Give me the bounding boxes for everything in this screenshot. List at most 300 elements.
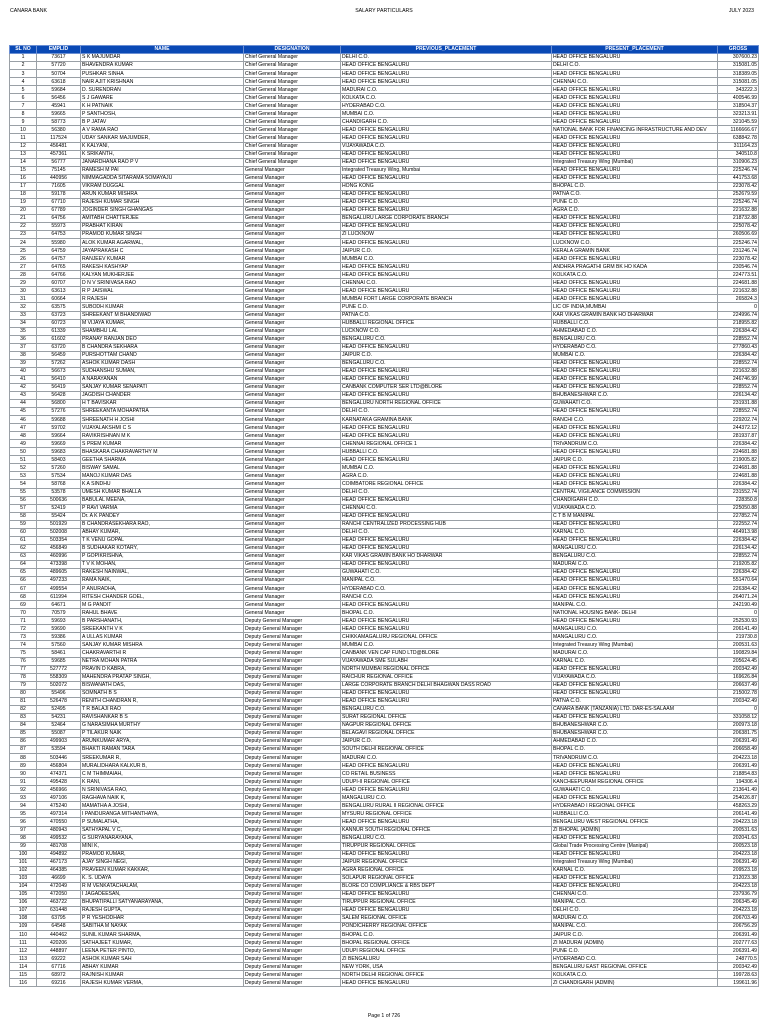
cell-name: CHAKRAVARTHI R xyxy=(81,649,244,657)
cell-designation: Chief General Manager xyxy=(244,62,341,70)
cell-emplid: 73617 xyxy=(37,54,81,62)
cell-sl-no: 51 xyxy=(10,456,37,464)
cell-present-placement: BENGALURU C.O. xyxy=(552,335,718,343)
cell-sl-no: 75 xyxy=(10,649,37,657)
cell-present-placement: DELHI C.O. xyxy=(552,906,718,914)
cell-designation: General Manager xyxy=(244,327,341,335)
table-row xyxy=(10,70,759,78)
cell-designation: General Manager xyxy=(244,504,341,512)
cell-previous-placement: JAIPUR REGIONAL OFFICE xyxy=(341,858,552,866)
cell-present-placement: HEAD OFFICE BENGALURU xyxy=(552,214,718,222)
cell-name: S J GAWARE xyxy=(81,94,244,102)
cell-previous-placement: SURAT REGIONAL OFFICE xyxy=(341,713,552,721)
cell-emplid: 56380 xyxy=(37,126,81,134)
cell-gross: 0 xyxy=(718,303,759,311)
cell-emplid: 457361 xyxy=(37,150,81,158)
cell-gross: 231552.74 xyxy=(718,488,759,496)
cell-emplid: 527772 xyxy=(37,665,81,673)
cell-designation: Deputy General Manager xyxy=(244,906,341,914)
cell-name: AJAY SINGH NEGI, xyxy=(81,858,244,866)
cell-designation: General Manager xyxy=(244,206,341,214)
cell-designation: Deputy General Manager xyxy=(244,810,341,818)
cell-emplid: 54231 xyxy=(37,713,81,721)
cell-present-placement: HEAD OFFICE BENGALURU xyxy=(552,569,718,577)
cell-gross: 200342.49 xyxy=(718,963,759,971)
cell-designation: Deputy General Manager xyxy=(244,786,341,794)
cell-name: BABULAL MEENA, xyxy=(81,496,244,504)
cell-previous-placement: HEAD OFFICE BENGALURU xyxy=(341,979,552,987)
cell-present-placement: HEAD OFFICE BENGALURU xyxy=(552,86,718,94)
cell-designation: General Manager xyxy=(244,536,341,544)
cell-designation: General Manager xyxy=(244,198,341,206)
cell-gross: 204223.18 xyxy=(718,882,759,890)
cell-previous-placement: HEAD OFFICE BENGALURU xyxy=(341,158,552,166)
cell-present-placement: NATIONAL HOUSING BANK- DELHI xyxy=(552,609,718,617)
cell-designation: General Manager xyxy=(244,601,341,609)
table-row xyxy=(10,866,759,874)
cell-gross: 206756.29 xyxy=(718,923,759,931)
table-row xyxy=(10,118,759,126)
cell-name: P ANURADHA, xyxy=(81,585,244,593)
table-row xyxy=(10,762,759,770)
cell-emplid: 52495 xyxy=(37,705,81,713)
cell-designation: General Manager xyxy=(244,367,341,375)
cell-present-placement: HEAD OFFICE BENGALURU xyxy=(552,174,718,182)
cell-present-placement: KARNAL C.O. xyxy=(552,528,718,536)
cell-sl-no: 25 xyxy=(10,247,37,255)
cell-present-placement: C T B M MANIPAL xyxy=(552,512,718,520)
cell-designation: General Manager xyxy=(244,416,341,424)
cell-designation: General Manager xyxy=(244,231,341,239)
cell-sl-no: 83 xyxy=(10,713,37,721)
table-row xyxy=(10,746,759,754)
table-row xyxy=(10,826,759,834)
cell-sl-no: 91 xyxy=(10,778,37,786)
cell-previous-placement: HEAD OFFICE BENGALURU xyxy=(341,512,552,520)
cell-previous-placement: UDUPI-II REGIONAL OFFICE xyxy=(341,778,552,786)
cell-present-placement: MUMBAI C.O. xyxy=(552,351,718,359)
cell-name: Dr. A K PANDEY xyxy=(81,512,244,520)
cell-emplid: 45941 xyxy=(37,102,81,110)
cell-designation: General Manager xyxy=(244,263,341,271)
cell-previous-placement: DELHI C.O. xyxy=(341,488,552,496)
cell-designation: Deputy General Manager xyxy=(244,633,341,641)
cell-present-placement: HEAD OFFICE BENGALURU xyxy=(552,70,718,78)
table-row xyxy=(10,577,759,585)
cell-present-placement: HYDERABAD I REGIONAL OFFICE xyxy=(552,802,718,810)
cell-designation: Deputy General Manager xyxy=(244,778,341,786)
cell-sl-no: 112 xyxy=(10,947,37,955)
cell-sl-no: 81 xyxy=(10,697,37,705)
cell-emplid: 480943 xyxy=(37,826,81,834)
cell-name: ARUN KUMAR MISHRA xyxy=(81,190,244,198)
cell-gross: 169626.84 xyxy=(718,673,759,681)
cell-gross: 226384.42 xyxy=(718,440,759,448)
cell-name: PURSHOTTAM CHAND xyxy=(81,351,244,359)
cell-previous-placement: VIJAYAWADA C.O. xyxy=(341,142,552,150)
cell-sl-no: 64 xyxy=(10,560,37,568)
cell-gross: 209523.18 xyxy=(718,866,759,874)
cell-emplid: 59693 xyxy=(37,617,81,625)
cell-present-placement: HEAD OFFICE BENGALURU xyxy=(552,118,718,126)
cell-previous-placement: HEAD OFFICE BENGALURU xyxy=(341,190,552,198)
cell-present-placement: TRIVANDRUM C.O. xyxy=(552,440,718,448)
cell-emplid: 55424 xyxy=(37,512,81,520)
cell-previous-placement: HEAD OFFICE BENGALURU xyxy=(341,367,552,375)
cell-name: S PREM KUMAR xyxy=(81,440,244,448)
table-row xyxy=(10,86,759,94)
cell-designation: Chief General Manager xyxy=(244,54,341,62)
cell-name: P R YESHODHAR xyxy=(81,915,244,923)
column-header-designation: DESIGNATION xyxy=(244,46,341,54)
cell-designation: General Manager xyxy=(244,182,341,190)
cell-emplid: 56777 xyxy=(37,158,81,166)
table-row xyxy=(10,416,759,424)
cell-designation: Chief General Manager xyxy=(244,94,341,102)
cell-emplid: 59386 xyxy=(37,633,81,641)
cell-designation: Deputy General Manager xyxy=(244,721,341,729)
cell-present-placement: PUNE C.O. xyxy=(552,947,718,955)
cell-present-placement: HEAD OFFICE BENGALURU xyxy=(552,255,718,263)
cell-gross: 219205.82 xyxy=(718,560,759,568)
table-row xyxy=(10,158,759,166)
cell-designation: General Manager xyxy=(244,593,341,601)
cell-present-placement: BENGALURU WEST REGIONAL OFFICE xyxy=(552,818,718,826)
cell-emplid: 57560 xyxy=(37,641,81,649)
cell-present-placement: MANIPAL C.O. xyxy=(552,898,718,906)
cell-designation: Deputy General Manager xyxy=(244,874,341,882)
cell-name: SUNIL KUMAR SHARMA, xyxy=(81,931,244,939)
cell-present-placement: HEAD OFFICE BENGALURU xyxy=(552,142,718,150)
column-header-emplid: EMPLID xyxy=(37,46,81,54)
cell-emplid: 63618 xyxy=(37,78,81,86)
cell-name: SOMNATH B S xyxy=(81,689,244,697)
cell-emplid: 500636 xyxy=(37,496,81,504)
cell-sl-no: 24 xyxy=(10,239,37,247)
table-row xyxy=(10,641,759,649)
cell-designation: Deputy General Manager xyxy=(244,850,341,858)
cell-gross: 242190.49 xyxy=(718,601,759,609)
cell-sl-no: 77 xyxy=(10,665,37,673)
cell-previous-placement: JAIPUR C.O. xyxy=(341,737,552,745)
table-row xyxy=(10,504,759,512)
cell-designation: General Manager xyxy=(244,424,341,432)
cell-gross: 237936.79 xyxy=(718,890,759,898)
cell-emplid: 58768 xyxy=(37,480,81,488)
cell-name: A NARAYANAN xyxy=(81,375,244,383)
cell-name: PRABHAT KIRAN xyxy=(81,222,244,230)
cell-name: T R BALAJI RAO xyxy=(81,705,244,713)
cell-present-placement: KANCHEEPURAM REGIONAL OFFICE xyxy=(552,778,718,786)
cell-gross: 226384.42 xyxy=(718,327,759,335)
table-row xyxy=(10,190,759,198)
cell-previous-placement: BENGALURU C.O. xyxy=(341,335,552,343)
table-row xyxy=(10,754,759,762)
cell-emplid: 57534 xyxy=(37,472,81,480)
table-row xyxy=(10,496,759,504)
cell-present-placement: MANGALURU C.O. xyxy=(552,625,718,633)
table-row xyxy=(10,625,759,633)
cell-emplid: 456481 xyxy=(37,142,81,150)
table-row xyxy=(10,536,759,544)
cell-previous-placement: HEAD OFFICE BENGALURU xyxy=(341,536,552,544)
cell-gross: 0 xyxy=(718,609,759,617)
cell-previous-placement: HEAD OFFICE BENGALURU xyxy=(341,689,552,697)
cell-designation: Deputy General Manager xyxy=(244,890,341,898)
cell-designation: General Manager xyxy=(244,472,341,480)
cell-designation: Deputy General Manager xyxy=(244,617,341,625)
cell-sl-no: 72 xyxy=(10,625,37,633)
cell-gross: 315081.05 xyxy=(718,78,759,86)
cell-present-placement: BHOPAL C.O. xyxy=(552,746,718,754)
cell-designation: General Manager xyxy=(244,166,341,174)
table-row xyxy=(10,206,759,214)
cell-gross: 638842.78 xyxy=(718,134,759,142)
cell-designation: General Manager xyxy=(244,271,341,279)
cell-gross: 307600.23 xyxy=(718,54,759,62)
cell-gross: 228552.74 xyxy=(718,552,759,560)
cell-name: M G PANDIT xyxy=(81,601,244,609)
table-row xyxy=(10,931,759,939)
cell-sl-no: 93 xyxy=(10,794,37,802)
cell-designation: General Manager xyxy=(244,279,341,287)
cell-previous-placement: TIRUPPUR REGIONAL OFFICE xyxy=(341,898,552,906)
cell-gross: 206637.49 xyxy=(718,681,759,689)
cell-name: SUDHANSHU SUMAN, xyxy=(81,367,244,375)
cell-name: P SANTHOSH, xyxy=(81,110,244,118)
cell-gross: 221632.88 xyxy=(718,206,759,214)
cell-present-placement: MANIPAL C.O. xyxy=(552,923,718,931)
cell-gross: 0 xyxy=(718,705,759,713)
cell-sl-no: 76 xyxy=(10,657,37,665)
cell-emplid: 59669 xyxy=(37,440,81,448)
cell-sl-no: 29 xyxy=(10,279,37,287)
cell-present-placement: HEAD OFFICE BENGALURU xyxy=(552,134,718,142)
cell-name: PRAVIN D KABRA, xyxy=(81,665,244,673)
cell-sl-no: 79 xyxy=(10,681,37,689)
cell-emplid: 440462 xyxy=(37,931,81,939)
cell-emplid: 63613 xyxy=(37,287,81,295)
document-title: SALARY PARTICULARS xyxy=(355,8,413,14)
cell-name: VIKRAM DUGGAL xyxy=(81,182,244,190)
cell-designation: Deputy General Manager xyxy=(244,681,341,689)
cell-sl-no: 106 xyxy=(10,898,37,906)
cell-present-placement: Integrated Treasury Wing (Mumbai) xyxy=(552,158,718,166)
cell-gross: 311164.23 xyxy=(718,142,759,150)
cell-gross: 200531.63 xyxy=(718,641,759,649)
cell-emplid: 467173 xyxy=(37,858,81,866)
cell-sl-no: 57 xyxy=(10,504,37,512)
cell-gross: 199728.63 xyxy=(718,971,759,979)
salary-table xyxy=(9,45,759,987)
table-row xyxy=(10,721,759,729)
cell-gross: 228552.74 xyxy=(718,383,759,391)
cell-present-placement: HUBBALLI C.O. xyxy=(552,319,718,327)
cell-name: SREEKANTH V K xyxy=(81,625,244,633)
cell-emplid: 497233 xyxy=(37,577,81,585)
cell-sl-no: 82 xyxy=(10,705,37,713)
cell-gross: 226384.42 xyxy=(718,569,759,577)
table-row xyxy=(10,231,759,239)
cell-designation: Deputy General Manager xyxy=(244,657,341,665)
cell-designation: Deputy General Manager xyxy=(244,915,341,923)
cell-name: I JAGADEESAN, xyxy=(81,890,244,898)
cell-emplid: 55973 xyxy=(37,222,81,230)
cell-name: RAMA NAIK, xyxy=(81,577,244,585)
cell-sl-no: 7 xyxy=(10,102,37,110)
cell-emplid: 59690 xyxy=(37,625,81,633)
cell-name: NIMMAGADDA SITARAMA SOMAYAJU xyxy=(81,174,244,182)
cell-sl-no: 100 xyxy=(10,850,37,858)
cell-previous-placement: HEAD OFFICE BENGALURU xyxy=(341,617,552,625)
table-row xyxy=(10,448,759,456)
cell-designation: General Manager xyxy=(244,247,341,255)
table-row xyxy=(10,528,759,536)
table-row xyxy=(10,802,759,810)
cell-previous-placement: HEAD OFFICE BENGALURU xyxy=(341,239,552,247)
table-row xyxy=(10,906,759,914)
cell-present-placement: HEAD OFFICE BENGALURU xyxy=(552,375,718,383)
cell-previous-placement: HEAD OFFICE BENGALURU xyxy=(341,78,552,86)
cell-emplid: 117524 xyxy=(37,134,81,142)
cell-designation: General Manager xyxy=(244,448,341,456)
table-row xyxy=(10,126,759,134)
cell-previous-placement: CO RETAIL BUSINESS xyxy=(341,770,552,778)
cell-sl-no: 55 xyxy=(10,488,37,496)
cell-previous-placement: HEAD OFFICE BENGALURU xyxy=(341,432,552,440)
cell-sl-no: 66 xyxy=(10,577,37,585)
cell-emplid: 58461 xyxy=(37,649,81,657)
cell-present-placement: HEAD OFFICE BENGALURU xyxy=(552,577,718,585)
cell-name: NAIR AJIT KRISHNAN xyxy=(81,78,244,86)
cell-sl-no: 2 xyxy=(10,62,37,70)
cell-sl-no: 3 xyxy=(10,70,37,78)
cell-present-placement: MANIPAL C.O. xyxy=(552,601,718,609)
cell-designation: General Manager xyxy=(244,585,341,593)
table-row xyxy=(10,303,759,311)
cell-gross: 226134.42 xyxy=(718,544,759,552)
cell-sl-no: 86 xyxy=(10,737,37,745)
cell-present-placement: HEAD OFFICE BENGALURU xyxy=(552,882,718,890)
table-row xyxy=(10,367,759,375)
table-row xyxy=(10,472,759,480)
cell-name: RITESH CHANDER GOEL, xyxy=(81,593,244,601)
cell-present-placement: CANARA BANK (TANZANIA) LTD. DAR-ES-SALAAM xyxy=(552,705,718,713)
cell-emplid: 71605 xyxy=(37,182,81,190)
cell-gross: 219005.82 xyxy=(718,456,759,464)
cell-emplid: 59683 xyxy=(37,448,81,456)
cell-name: S K MAJUMDAR xyxy=(81,54,244,62)
cell-previous-placement: HEAD OFFICE BENGALURU xyxy=(341,560,552,568)
cell-present-placement: RANCHI C.O. xyxy=(552,416,718,424)
cell-present-placement: MANGALURU C.O. xyxy=(552,544,718,552)
cell-designation: Deputy General Manager xyxy=(244,754,341,762)
table-row xyxy=(10,971,759,979)
cell-emplid: 60664 xyxy=(37,295,81,303)
cell-present-placement: HEAD OFFICE BENGALURU xyxy=(552,94,718,102)
cell-present-placement: HEAD OFFICE BENGALURU xyxy=(552,359,718,367)
cell-designation: General Manager xyxy=(244,255,341,263)
cell-name: SABITHA M NAYAK xyxy=(81,923,244,931)
cell-present-placement: TRIVANDRUM C.O. xyxy=(552,754,718,762)
cell-sl-no: 47 xyxy=(10,424,37,432)
table-row xyxy=(10,150,759,158)
cell-sl-no: 59 xyxy=(10,520,37,528)
cell-sl-no: 63 xyxy=(10,552,37,560)
cell-emplid: 440956 xyxy=(37,174,81,182)
cell-gross: 281937.87 xyxy=(718,432,759,440)
cell-present-placement: HEAD OFFICE BENGALURU xyxy=(552,520,718,528)
cell-gross: 321045.59 xyxy=(718,118,759,126)
cell-designation: General Manager xyxy=(244,552,341,560)
cell-gross: 340510.8 xyxy=(718,150,759,158)
cell-emplid: 494892 xyxy=(37,850,81,858)
cell-emplid: 611994 xyxy=(37,593,81,601)
cell-emplid: 481708 xyxy=(37,842,81,850)
cell-gross: 323213.91 xyxy=(718,110,759,118)
cell-present-placement: HEAD OFFICE BENGALURU xyxy=(552,585,718,593)
cell-previous-placement: BENGALURU C.O. xyxy=(341,834,552,842)
cell-emplid: 456804 xyxy=(37,762,81,770)
cell-sl-no: 111 xyxy=(10,939,37,947)
cell-previous-placement: HEAD OFFICE BENGALURU xyxy=(341,424,552,432)
cell-emplid: 64765 xyxy=(37,263,81,271)
cell-name: B P JATAV xyxy=(81,118,244,126)
cell-present-placement: PATNA C.O. xyxy=(552,697,718,705)
cell-sl-no: 113 xyxy=(10,955,37,963)
cell-emplid: 56410 xyxy=(37,375,81,383)
cell-designation: General Manager xyxy=(244,480,341,488)
table-header xyxy=(10,46,759,54)
cell-previous-placement: BENGALURU LARGE CORPORATE BRANCH xyxy=(341,214,552,222)
cell-sl-no: 69 xyxy=(10,601,37,609)
cell-gross: 224681.88 xyxy=(718,279,759,287)
cell-sl-no: 61 xyxy=(10,536,37,544)
cell-designation: Deputy General Manager xyxy=(244,689,341,697)
cell-sl-no: 42 xyxy=(10,383,37,391)
cell-sl-no: 60 xyxy=(10,528,37,536)
cell-name: G SURYANARAYANA, xyxy=(81,834,244,842)
cell-designation: Chief General Manager xyxy=(244,150,341,158)
cell-sl-no: 21 xyxy=(10,214,37,222)
cell-gross: 224773.51 xyxy=(718,271,759,279)
cell-gross: 458263.29 xyxy=(718,802,759,810)
cell-sl-no: 62 xyxy=(10,544,37,552)
cell-designation: Deputy General Manager xyxy=(244,665,341,673)
cell-present-placement: KARNAL C.O. xyxy=(552,866,718,874)
cell-emplid: 631448 xyxy=(37,906,81,914)
cell-name: K RANI, xyxy=(81,778,244,786)
table-row xyxy=(10,520,759,528)
cell-previous-placement: TIRUPPUR REGIONAL OFFICE xyxy=(341,842,552,850)
cell-emplid: 60723 xyxy=(37,319,81,327)
cell-present-placement: VIJAYAWADA C.O. xyxy=(552,504,718,512)
cell-present-placement: VIJAYAWADA C.O. xyxy=(552,673,718,681)
cell-present-placement: CHENNAI C.O. xyxy=(552,78,718,86)
cell-emplid: 56428 xyxy=(37,391,81,399)
cell-present-placement: HEAD OFFICE BENGALURU xyxy=(552,408,718,416)
table-row xyxy=(10,705,759,713)
cell-sl-no: 15 xyxy=(10,166,37,174)
cell-sl-no: 101 xyxy=(10,858,37,866)
table-row xyxy=(10,78,759,86)
cell-gross: 206703.49 xyxy=(718,915,759,923)
cell-previous-placement: HEAD OFFICE BENGALURU xyxy=(341,544,552,552)
cell-present-placement: HEAD OFFICE BENGALURU xyxy=(552,367,718,375)
cell-present-placement: HEAD OFFICE BENGALURU xyxy=(552,231,718,239)
cell-present-placement: HEAD OFFICE BENGALURU xyxy=(552,689,718,697)
table-row xyxy=(10,142,759,150)
